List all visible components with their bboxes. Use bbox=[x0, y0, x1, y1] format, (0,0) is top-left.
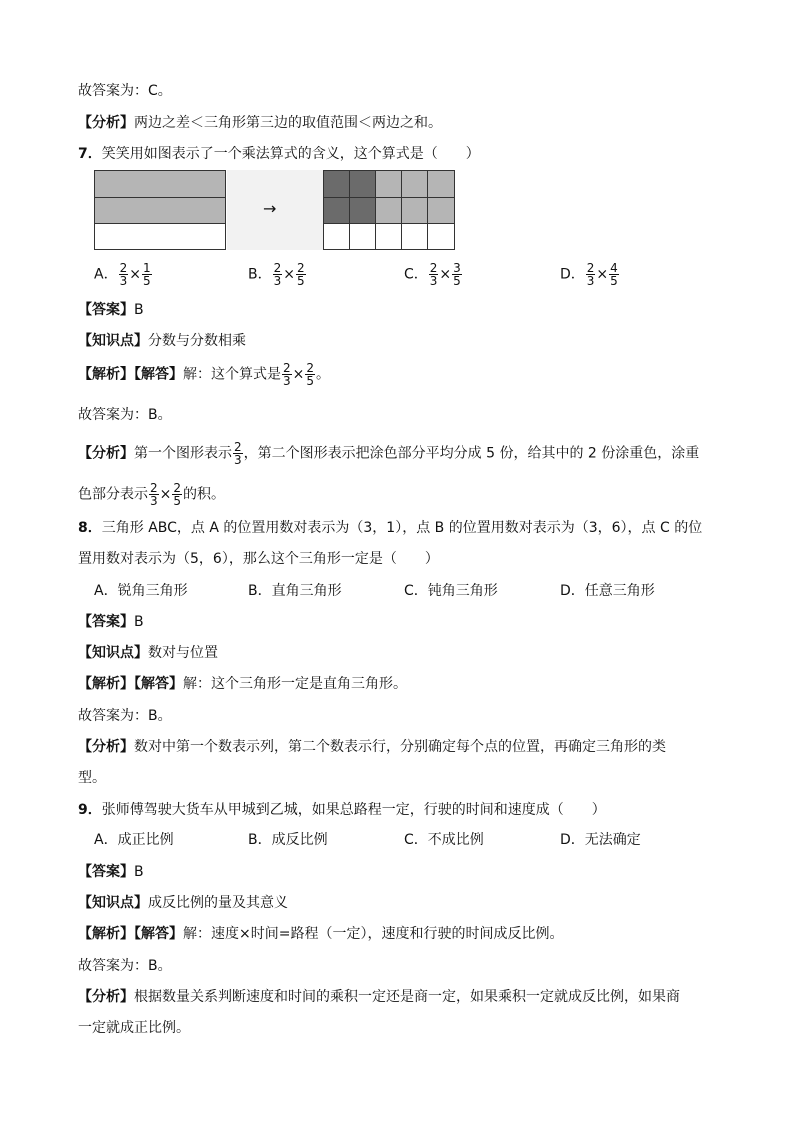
times-sign: × bbox=[283, 266, 295, 283]
arrow-right-icon: → bbox=[263, 199, 277, 218]
solution-text: 解：这个算式是 bbox=[183, 366, 281, 383]
knowledge-text: 分数与分数相乘 bbox=[148, 333, 246, 349]
analysis-tag: 【分析】 bbox=[78, 445, 134, 462]
fraction: $\frac{2}{3}$ bbox=[586, 261, 595, 288]
grid-cell-light bbox=[427, 170, 455, 198]
grid-cell-blank bbox=[349, 223, 376, 250]
q9-stem bbox=[78, 800, 606, 820]
answer-tag: 【答案】 bbox=[78, 302, 134, 318]
question-text: 三角形 ABC，点 A 的位置用数对表示为（3，1），点 B 的位置用数对表示为（3，6），点 C 的位 bbox=[101, 520, 703, 536]
figure-left-rectangle bbox=[94, 170, 226, 250]
q8-stem-1 bbox=[78, 518, 702, 538]
analysis-tag: 【分析】 bbox=[78, 989, 134, 1005]
analysis-text: 数对中第一个数表示列，第二个数表示行，分别确定每个点的位置，再确定三角形的类 bbox=[134, 739, 666, 755]
punctuation: 。 bbox=[316, 366, 331, 383]
question-text: 笑笑用如图表示了一个乘法算式的含义，这个算式是（ ） bbox=[101, 146, 480, 162]
q7-answer bbox=[78, 300, 144, 320]
option-label: B． bbox=[248, 266, 272, 283]
question-number: 8． bbox=[78, 520, 102, 536]
figure-arrow-panel bbox=[227, 170, 323, 250]
option-b[interactable]: B．直角三角形 bbox=[248, 583, 342, 599]
analysis-text: 的积。 bbox=[183, 486, 226, 503]
option-d[interactable] bbox=[560, 262, 620, 287]
option-d[interactable]: D．任意三角形 bbox=[560, 583, 655, 599]
q6-analysis bbox=[78, 113, 442, 133]
times-sign: × bbox=[596, 266, 609, 283]
analysis-text: 两边之差＜三角形第三边的取值范围＜两边之和。 bbox=[134, 115, 442, 131]
option-a[interactable]: A．成正比例 bbox=[94, 832, 174, 848]
figure-row-shaded bbox=[94, 197, 226, 224]
q7-analysis-1 bbox=[78, 441, 699, 466]
option-b[interactable] bbox=[248, 262, 307, 287]
question-text: 张师傅驾驶大货车从甲城到乙城，如果总路程一定，行驶的时间和速度成（ ） bbox=[101, 802, 606, 818]
times-sign: × bbox=[439, 266, 452, 283]
solution-tag: 【解析】【解答】 bbox=[78, 366, 183, 383]
grid-cell-blank bbox=[323, 223, 350, 250]
analysis-text: ，第二个图形表示把涂色部分平均分成 5 份，给其中的 2 份涂重色，涂重 bbox=[243, 445, 700, 462]
knowledge-tag: 【知识点】 bbox=[78, 895, 148, 911]
q7-knowledge bbox=[78, 331, 246, 351]
analysis-text: 色部分表示 bbox=[78, 486, 148, 503]
grid-cell-blank bbox=[427, 223, 455, 250]
answer-tag: 【答案】 bbox=[78, 614, 134, 630]
grid-cell-light bbox=[375, 197, 402, 224]
option-c[interactable]: C．钝角三角形 bbox=[404, 583, 498, 599]
analysis-tag: 【分析】 bbox=[78, 739, 134, 755]
figure-row-shaded bbox=[94, 170, 226, 198]
fraction: $\frac{1}{5}$ bbox=[142, 261, 151, 288]
q6-answer-line: 故答案为：C。 bbox=[78, 83, 172, 99]
analysis-text: 根据数量关系判断速度和时间的乘积一定还是商一定，如果乘积一定就成反比例，如果商 bbox=[134, 989, 680, 1005]
knowledge-tag: 【知识点】 bbox=[78, 645, 148, 661]
option-label: C． bbox=[404, 266, 428, 283]
fraction: $\frac{2}{5}$ bbox=[173, 481, 182, 508]
grid-cell-dark bbox=[323, 170, 350, 198]
fraction: $\frac{2}{5}$ bbox=[296, 261, 305, 288]
fraction: $\frac{2}{3}$ bbox=[150, 481, 158, 508]
q9-answer-line: 故答案为：B。 bbox=[78, 958, 172, 974]
option-a[interactable] bbox=[94, 262, 153, 287]
grid-cell-blank bbox=[401, 223, 428, 250]
q8-answer-line: 故答案为：B。 bbox=[78, 708, 172, 724]
option-label: D． bbox=[560, 266, 585, 283]
q9-knowledge bbox=[78, 893, 288, 913]
answer-tag: 【答案】 bbox=[78, 864, 134, 880]
q9-analysis-1 bbox=[78, 987, 680, 1007]
q7-answer-line: 故答案为：B。 bbox=[78, 407, 172, 423]
q9-solution bbox=[78, 924, 563, 944]
fraction: $\frac{2}{5}$ bbox=[306, 361, 315, 388]
grid-cell-light bbox=[401, 170, 428, 198]
grid-cell-blank bbox=[375, 223, 402, 250]
fraction: $\frac{2}{3}$ bbox=[234, 440, 242, 467]
option-c[interactable] bbox=[404, 262, 463, 287]
grid-cell-dark bbox=[323, 197, 350, 224]
fraction: $\frac{4}{5}$ bbox=[610, 261, 618, 288]
analysis-tag: 【分析】 bbox=[78, 115, 134, 131]
solution-tag: 【解析】【解答】 bbox=[78, 926, 183, 942]
q9-analysis-2: 一定就成正比例。 bbox=[78, 1020, 190, 1036]
answer-value: B bbox=[134, 614, 144, 630]
option-b[interactable]: B．成反比例 bbox=[248, 832, 328, 848]
solution-text: 解：速度×时间=路程（一定），速度和行驶的时间成反比例。 bbox=[183, 926, 564, 942]
q9-answer bbox=[78, 862, 144, 882]
grid-cell-dark bbox=[349, 170, 376, 198]
q8-stem-2: 置用数对表示为（5，6），那么这个三角形一定是（ ） bbox=[78, 551, 439, 567]
grid-cell-light bbox=[401, 197, 428, 224]
times-sign: × bbox=[129, 266, 141, 283]
q8-analysis-2: 型。 bbox=[78, 770, 106, 786]
times-sign: × bbox=[292, 366, 305, 383]
option-c[interactable]: C．不成比例 bbox=[404, 832, 484, 848]
q7-stem bbox=[78, 144, 480, 164]
grid-cell-light bbox=[375, 170, 402, 198]
q7-solution bbox=[78, 362, 330, 387]
knowledge-text: 成反比例的量及其意义 bbox=[148, 895, 288, 911]
q8-analysis-1 bbox=[78, 737, 666, 757]
q8-knowledge bbox=[78, 643, 218, 663]
grid-cell-light bbox=[427, 197, 455, 224]
figure-row-blank bbox=[94, 223, 226, 250]
fraction: $\frac{2}{3}$ bbox=[283, 361, 291, 388]
option-label: A． bbox=[94, 266, 118, 283]
grid-cell-dark bbox=[349, 197, 376, 224]
times-sign: × bbox=[159, 486, 172, 503]
fraction: $\frac{3}{5}$ bbox=[453, 261, 461, 288]
option-d[interactable]: D．无法确定 bbox=[560, 832, 641, 848]
q8-answer bbox=[78, 612, 144, 632]
option-a[interactable]: A．锐角三角形 bbox=[94, 583, 188, 599]
fraction: $\frac{2}{3}$ bbox=[429, 261, 438, 288]
fraction: $\frac{2}{3}$ bbox=[273, 261, 282, 288]
q8-solution bbox=[78, 674, 407, 694]
fraction: $\frac{2}{3}$ bbox=[119, 261, 128, 288]
q7-analysis-2 bbox=[78, 482, 225, 507]
solution-text: 解：这个三角形一定是直角三角形。 bbox=[183, 676, 407, 692]
knowledge-tag: 【知识点】 bbox=[78, 333, 148, 349]
answer-value: B bbox=[134, 302, 144, 318]
question-number: 9． bbox=[78, 802, 102, 818]
answer-value: B bbox=[134, 864, 144, 880]
question-number: 7． bbox=[78, 146, 102, 162]
knowledge-text: 数对与位置 bbox=[148, 645, 218, 661]
solution-tag: 【解析】【解答】 bbox=[78, 676, 183, 692]
figure-right-grid bbox=[323, 170, 455, 250]
analysis-text: 第一个图形表示 bbox=[134, 445, 232, 462]
